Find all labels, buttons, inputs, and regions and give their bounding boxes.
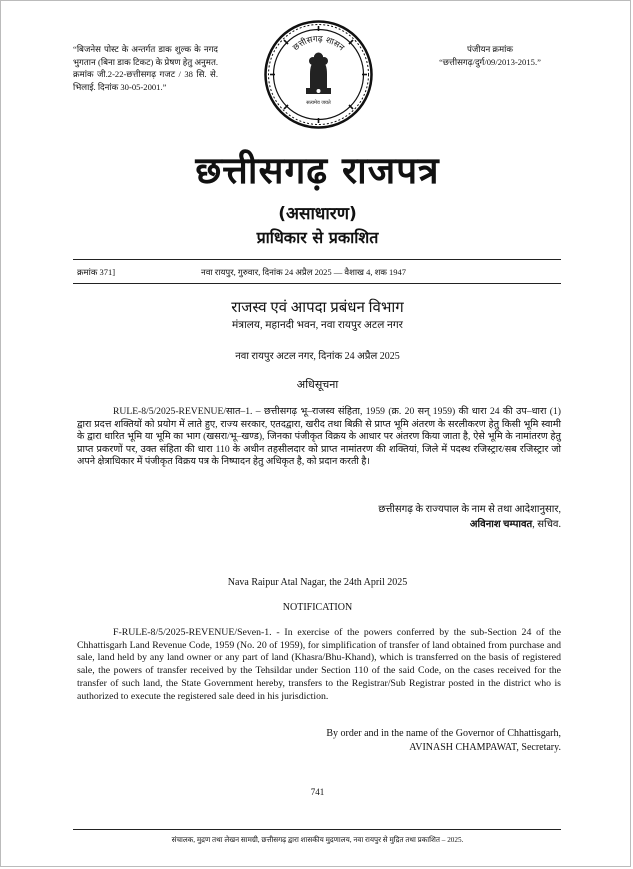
emblem-text-bottom: सत्यमेव जयते: [306, 100, 331, 106]
extraordinary-label: (असाधारण): [278, 204, 357, 224]
hindi-designation: , सचिव.: [532, 519, 561, 530]
published-by-label: प्राधिकार से प्रकाशित: [256, 228, 379, 247]
printer-footer: संचालक, मुद्रण तथा लेखन सामग्री, छत्तीसगढ़ द्वारा शासकीय मुद्रणालय, नवा रायपुर से मुद्रित तथा प्रकाशित – 2025.: [171, 836, 464, 844]
registration-block: [411, 43, 569, 68]
registration-label: पंजीयन क्रमांक: [467, 44, 513, 54]
hindi-date: नवा रायपुर अटल नगर, दिनांक 24 अप्रैल 2025: [235, 351, 400, 362]
hindi-notice-title: अधिसूचना: [296, 379, 339, 391]
divider-footer: [73, 829, 561, 830]
english-notification-body: F-RULE-8/5/2025-REVENUE/Seven-1. - In exercise of the powers conferred by the sub-Section 24 of the Chhattisgarh Land Revenue Code, 1959 (No. 20 of 1959), for simplification of transfer of land obtained from purchase and sale, land held by any land owner or any part of land (Khasra/Bhu-Khand), which is transferred on the basis of registered sale, the powers of transfer received by the Tehsildar under Section 110 of the said Code, on the cases received for the transfer of such land, the State Government hereby, transfers to the Registrar/Sub Registrar posted in the district who is authorized to execute the registered sale deed in his jurisdiction.: [77, 627, 561, 702]
postal-note: “बिजनेस पोस्ट के अन्तर्गत डाक शुल्क के नगद भुगतान (बिना डाक टिकट) के प्रेषण हेतु अनुमत. क्रमांक जी.2-22-छत्तीसगढ़ गजट / 38 सि. से. भिलाई. दिनांक 30-05-2001.”: [73, 44, 218, 92]
issue-number: क्रमांक 371]: [77, 267, 116, 277]
english-notice-title: NOTIFICATION: [282, 602, 353, 613]
hindi-order-line: छत्तीसगढ़ के राज्यपाल के नाम से तथा आदेशानुसार,: [378, 504, 561, 515]
state-emblem-icon: [264, 20, 373, 129]
emblem-text-top: छत्तीसगढ़ शासन: [291, 34, 346, 54]
issue-date: नवा रायपुर, गुरुवार, दिनांक 24 अप्रैल 2025 — वैशाख 4, शक 1947: [201, 267, 407, 277]
divider-top: [73, 259, 561, 260]
english-signatory: AVINASH CHAMPAWAT, Secretary.: [409, 742, 561, 753]
english-order-line: By order and in the name of the Governor of Chhattisgarh,: [326, 728, 561, 739]
divider-bottom: [73, 283, 561, 284]
office-address: मंत्रालय, महानदी भवन, नवा रायपुर अटल नगर: [232, 320, 403, 331]
hindi-signature: [301, 516, 561, 530]
registration-number: “छत्तीसगढ़/दुर्ग/09/2013-2015.”: [439, 56, 541, 67]
gazette-title: छत्तीसगढ़ राजपत्र: [195, 149, 440, 192]
english-date: Nava Raipur Atal Nagar, the 24th April 2025: [227, 577, 408, 588]
department-name: राजस्व एवं आपदा प्रबंधन विभाग: [231, 300, 404, 316]
hindi-signatory: अविनाश चम्पावत: [469, 519, 533, 530]
hindi-notification-body: RULE-8/5/2025-REVENUE/सात–1. – छत्तीसगढ़ भू–राजस्व संहिता, 1959 (क्र. 20 सन् 1959) की धारा 24 की उप–धारा (1) द्वारा प्रदत्त शक्तियों को प्रयोग में लाते हुए, राज्य सरकार, एतदद्वारा, खरीद तथा बिक्री से प्राप्त भूमि अंतरण के सरलीकरण हेतु किसी भूमि स्वामी के द्वारा धारित भूमि या भूमि का भाग (खसरा/भू–खण्ड), जिनका पंजीकृत विक्रय के आधार पर अंतरण किया जाता है, ऐसे भूमि के नामांतरण हेतु प्राप्त प्रकरणों पर, उक्त संहिता की धारा 110 के अधीन तहसीलदार को प्राप्त नामांतरण की शक्तियां, जिले में पदस्थ रजिस्ट्रार/सब रजिस्ट्रार जो अपने क्षेत्राधिकार में पंजीकृत विक्रय पत्र के निष्पादन हेतु अधिकृत है, को प्रदान करती है।: [77, 406, 561, 468]
page-number: 741: [310, 787, 325, 797]
